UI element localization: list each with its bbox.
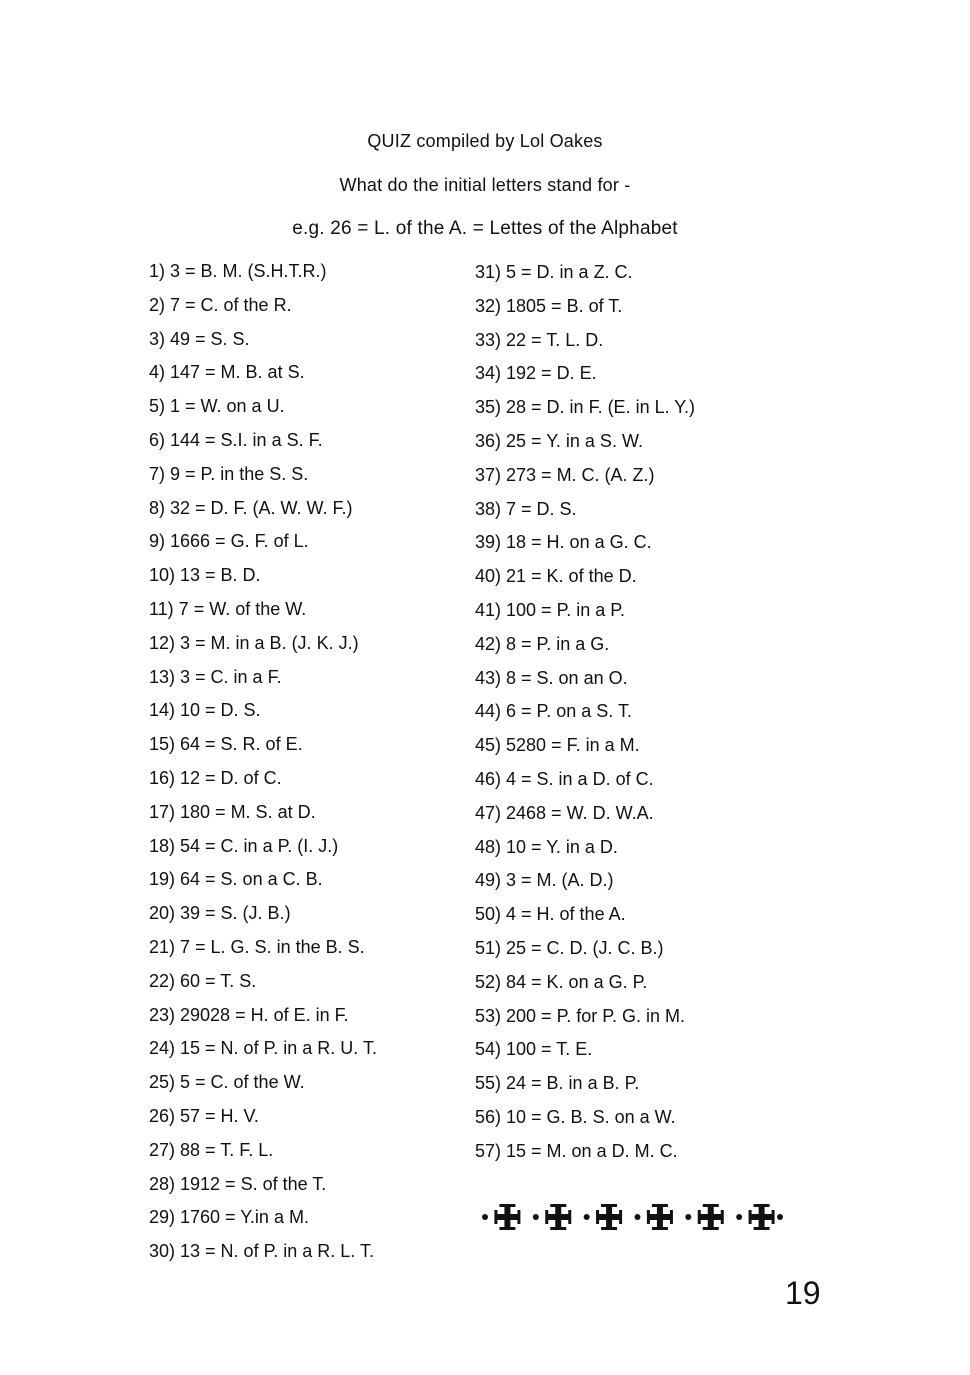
quiz-question: 13) 3 = C. in a F. — [149, 666, 282, 687]
quiz-question: 11) 7 = W. of the W. — [149, 598, 307, 619]
quiz-question: 41) 100 = P. in a P. — [475, 599, 625, 620]
quiz-question: 51) 25 = C. D. (J. C. B.) — [475, 937, 664, 958]
quiz-question: 16) 12 = D. of C. — [149, 767, 282, 788]
quiz-question: 5) 1 = W. on a U. — [149, 396, 285, 417]
quiz-question: 37) 273 = M. C. (A. Z.) — [475, 464, 655, 485]
quiz-question: 47) 2468 = W. D. W.A. — [475, 802, 654, 823]
quiz-question: 27) 88 = T. F. L. — [149, 1139, 274, 1160]
questions-right-column — [475, 256, 795, 1169]
questions-left-column — [149, 255, 469, 1269]
quiz-question: 1) 3 = B. M. (S.H.T.R.) — [149, 261, 327, 281]
quiz-question: 52) 84 = K. on a G. P. — [475, 971, 648, 992]
ornament-dot — [533, 1214, 539, 1220]
quiz-question: 28) 1912 = S. of the T. — [149, 1173, 327, 1194]
quiz-question: 14) 10 = D. S. — [149, 700, 261, 721]
quiz-question: 33) 22 = T. L. D. — [475, 329, 604, 350]
quiz-question: 50) 4 = H. of the A. — [475, 904, 626, 925]
quiz-question: 42) 8 = P. in a G. — [475, 633, 610, 654]
cross-motif-icon — [698, 1204, 724, 1230]
quiz-question: 25) 5 = C. of the W. — [149, 1072, 305, 1093]
cross-motif-icon — [647, 1204, 673, 1230]
quiz-question: 46) 4 = S. in a D. of C. — [475, 768, 654, 789]
quiz-question: 12) 3 = M. in a B. (J. K. J.) — [149, 632, 359, 653]
quiz-question: 35) 28 = D. in F. (E. in L. Y.) — [475, 397, 695, 418]
quiz-question: 15) 64 = S. R. of E. — [149, 734, 303, 755]
ornament-dot — [635, 1214, 641, 1220]
quiz-question: 17) 180 = M. S. at D. — [149, 801, 316, 822]
quiz-question: 3) 49 = S. S. — [149, 328, 250, 349]
quiz-question: 45) 5280 = F. in a M. — [475, 735, 640, 756]
quiz-question: 40) 21 = K. of the D. — [475, 566, 637, 587]
quiz-question: 43) 8 = S. on an O. — [475, 667, 628, 688]
cross-motif-icon — [545, 1204, 571, 1230]
quiz-title: QUIZ compiled by Lol Oakes — [367, 131, 603, 151]
quiz-question: 44) 6 = P. on a S. T. — [475, 701, 632, 722]
quiz-question: 9) 1666 = G. F. of L. — [149, 531, 309, 552]
quiz-question: 55) 24 = B. in a B. P. — [475, 1073, 640, 1094]
quiz-question: 32) 1805 = B. of T. — [475, 295, 623, 316]
quiz-question: 49) 3 = M. (A. D.) — [475, 870, 614, 891]
quiz-example: e.g. 26 = L. of the A. = Lettes of the Alphabet — [292, 218, 678, 239]
page-number: 19 — [785, 1275, 821, 1311]
quiz-question: 57) 15 = M. on a D. M. C. — [475, 1140, 678, 1161]
quiz-question: 56) 10 = G. B. S. on a W. — [475, 1106, 676, 1127]
ornament-dot — [584, 1214, 590, 1220]
quiz-question: 21) 7 = L. G. S. in the B. S. — [149, 936, 365, 957]
quiz-question: 30) 13 = N. of P. in a R. L. T. — [149, 1241, 374, 1262]
quiz-question: 10) 13 = B. D. — [149, 565, 261, 586]
quiz-question: 7) 9 = P. in the S. S. — [149, 463, 309, 484]
quiz-question: 48) 10 = Y. in a D. — [475, 836, 618, 857]
quiz-question: 34) 192 = D. E. — [475, 363, 597, 384]
quiz-question: 20) 39 = S. (J. B.) — [149, 903, 291, 924]
quiz-question: 8) 32 = D. F. (A. W. W. F.) — [149, 497, 353, 518]
quiz-question: 38) 7 = D. S. — [475, 498, 577, 519]
ornament-dot — [685, 1214, 691, 1220]
quiz-question: 6) 144 = S.I. in a S. F. — [149, 429, 323, 450]
cross-border-ornament-icon — [480, 1200, 785, 1234]
cross-motif-icon — [749, 1204, 775, 1230]
quiz-question: 23) 29028 = H. of E. in F. — [149, 1004, 349, 1025]
quiz-question: 36) 25 = Y. in a S. W. — [475, 430, 643, 451]
quiz-instructions: What do the initial letters stand for - — [339, 175, 631, 195]
quiz-question: 53) 200 = P. for P. G. in M. — [475, 1005, 685, 1026]
ornament-dot — [777, 1214, 783, 1220]
quiz-question: 4) 147 = M. B. at S. — [149, 362, 305, 383]
ornament-dot — [736, 1214, 742, 1220]
quiz-question: 19) 64 = S. on a C. B. — [149, 869, 323, 890]
quiz-question: 26) 57 = H. V. — [149, 1105, 259, 1126]
quiz-question: 29) 1760 = Y.in a M. — [149, 1207, 309, 1228]
cross-motif-icon — [494, 1204, 520, 1230]
quiz-question: 54) 100 = T. E. — [475, 1039, 593, 1060]
quiz-question: 22) 60 = T. S. — [149, 970, 257, 991]
ornament-dot — [482, 1214, 488, 1220]
quiz-question: 39) 18 = H. on a G. C. — [475, 532, 652, 553]
quiz-question: 24) 15 = N. of P. in a R. U. T. — [149, 1038, 377, 1059]
cross-motif-icon — [596, 1204, 622, 1230]
quiz-question: 2) 7 = C. of the R. — [149, 294, 292, 315]
quiz-question: 18) 54 = C. in a P. (I. J.) — [149, 835, 339, 856]
quiz-question: 31) 5 = D. in a Z. C. — [475, 262, 633, 282]
